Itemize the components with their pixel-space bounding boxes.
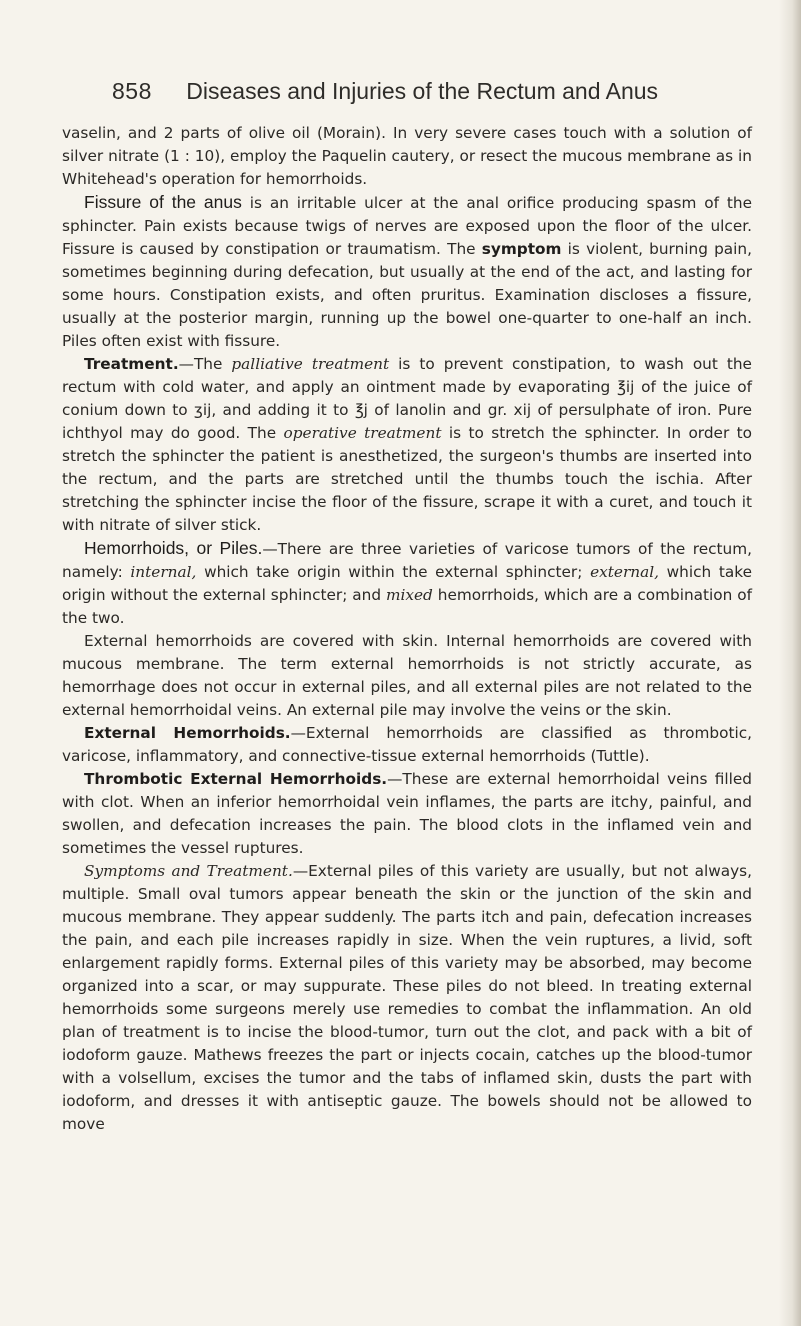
paragraph-treatment [62, 353, 752, 537]
page-number: 858 [112, 78, 152, 104]
paragraph-fissure [62, 191, 752, 353]
running-title: Diseases and Injuries of the Rectum and Anus [186, 78, 659, 104]
paragraph-text: is violent, burning pain, sometimes beginning during defecation, but usually at the end of the act, and lasting for some hours. Constipation exists, and often pruritus. Examination discloses a fissure, usually at the posterior margin, running up the bowel one-quarter to one-half an inch. Piles often exist with fissure. [62, 240, 752, 350]
paragraph-text: —These are external hemorrhoidal veins filled with clot. When an inferior hemorrhoidal vein inflames, the parts are itchy, painful, and swollen, and defecation increases the pain. The blood clots in the inflamed vein and sometimes the vessel ruptures. [62, 770, 752, 857]
paragraph-text: —External hemorrhoids are classified as thrombotic, varicose, inflammatory, and connective-tissue external hemorrhoids (Tuttle). [62, 724, 752, 765]
paragraph-text: vaselin, and 2 parts of olive oil (Morain). In very severe cases touch with a solution of silver nitrate (1 : 10), employ the Paquelin cautery, or resect the mucous membrane as in Whitehead's operation for hemorrhoids. [62, 124, 752, 188]
page-edge-shadow [779, 0, 801, 1326]
italic-term: mixed [385, 586, 433, 604]
section-heading-treatment: Treatment. [84, 355, 179, 373]
section-heading-symptoms-treatment: Symptoms and Treatment. [84, 862, 293, 880]
paragraph-text: —The [178, 355, 232, 373]
paragraph-thrombotic [62, 768, 752, 860]
paragraph-text: which take origin within the external sphincter; [196, 563, 591, 581]
running-header [112, 78, 672, 105]
italic-term: external, [590, 563, 659, 581]
paragraph-text: External hemorrhoids are covered with skin. Internal hemorrhoids are covered with mucous membrane. The term external hemorrhoids is not strictly accurate, as hemorrhage does not occur in external piles, and all external piles are not related to the external hemorrhoidal veins. An external pile may involve the veins or the skin. [62, 632, 752, 719]
section-heading-external-hemorrhoids: External Hemorrhoids. [84, 724, 291, 742]
paragraph-text: is to stretch the sphincter. In order to stretch the sphincter the patient is anesthetized, the surgeon's thumbs are inserted into the rectum, and the parts are stretched until the thumbs touch the ischia. After stretching the sphincter incise the floor of the fissure, scrape it with a curet, and touch it with nitrate of silver stick. [62, 424, 752, 534]
italic-term: operative treatment [283, 424, 442, 442]
paragraph-vaselin [62, 122, 752, 191]
paragraph-hemorrhoids [62, 537, 752, 630]
section-heading-hemorrhoids: Hemorrhoids, or Piles. [84, 538, 263, 558]
paragraph-symptoms-treatment [62, 860, 752, 1136]
paragraph-text: is an irritable ulcer at the anal orifice producing spasm of the sphincter. Pain exists because twigs of nerves are exposed upon the floor of the ulcer. Fissure is caused by constipation or traumatism. The [62, 194, 752, 258]
paragraph-text: which take origin without the external sphincter; and [62, 563, 752, 604]
section-heading-fissure: Fissure of the anus [84, 192, 242, 212]
bold-term-symptom: symptom [481, 240, 562, 258]
italic-term: internal, [130, 563, 197, 581]
paragraph-text: —External piles of this variety are usually, but not always, multiple. Small oval tumors appear beneath the skin or the junction of the skin and mucous membrane. They appear suddenly. The parts itch and pain, defecation increases the pain, and each pile increases rapidly in size. When the vein ruptures, a livid, soft enlargement rapidly forms. External piles of this variety may be absorbed, may become organized into a scar, or may suppurate. These piles do not bleed. In treating external hemorrhoids some surgeons merely use remedies to combat the inflammation. An old plan of treatment is to incise the blood-tumor, turn out the clot, and pack with a bit of iodoform gauze. Mathews freezes the part or injects cocain, catches up the blood-tumor with a volsellum, excises the tumor and the tabs of inflamed skin, dusts the part with iodoform, and dresses it with antiseptic gauze. The bowels should not be allowed to move [62, 862, 753, 1133]
paragraph-external-hemorrhoids [62, 722, 752, 768]
page-body [62, 122, 752, 1136]
italic-term: palliative treatment [231, 355, 390, 373]
paragraph-text: hemorrhoids, which are a combination of the two. [62, 586, 752, 627]
paragraph-text: —There are three varieties of varicose tumors of the rectum, namely: [62, 540, 752, 581]
paragraph-text: is to prevent constipation, to wash out the rectum with cold water, and apply an ointment made by evaporating ℥ij of the juice of conium down to ʒij, and adding it to ℥j of lanolin and gr. xij of persulphate of iron. Pure ichthyol may do good. The [62, 355, 752, 442]
section-heading-thrombotic: Thrombotic External Hemorrhoids. [84, 770, 388, 788]
paragraph-external-internal [62, 630, 752, 722]
